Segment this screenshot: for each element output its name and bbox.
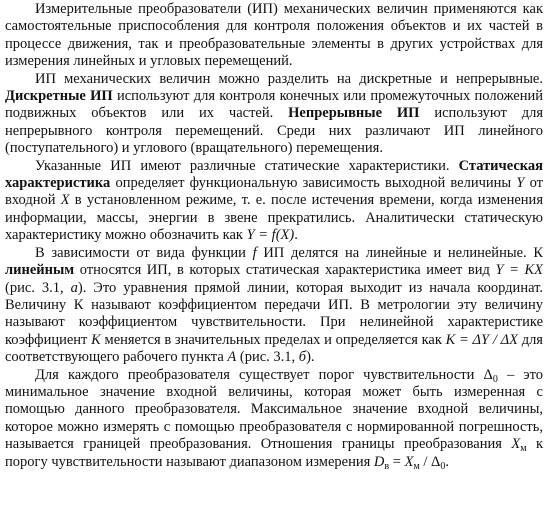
italic-symbol: X [404, 453, 414, 470]
italic-symbol: Y [516, 175, 525, 192]
italic-symbol: X [60, 192, 70, 209]
text-run: меняется в значительных пределах и определяется как [100, 331, 446, 348]
bold-term: Дискретные ИП [5, 88, 113, 105]
italic-symbol: Y = f(X) [246, 227, 295, 244]
text-run: – это минимальное значение входной величины, которая может быть измеренная с помощью данного преобразователя. Максимальное значение входной величины, которое можно измерять с помощью преобразователя с нормированной погрешность, называется границей преобразования. Отношения границы преобразования [5, 366, 543, 453]
italic-symbol: А [227, 349, 237, 366]
text-run: В зависимости от вида функции [35, 244, 253, 261]
text-run: . [445, 453, 449, 470]
subscript: 0 [492, 373, 498, 385]
italic-symbol: f [252, 244, 257, 261]
paragraph-2 [5, 71, 543, 158]
text-run: используют для непрерывного контроля перемещений. Среди них различают ИП линейного (поступательного) и углового (вращательного) перемещения. [5, 105, 544, 157]
bold-term: линейным [5, 262, 75, 279]
text-run: от входной [5, 175, 543, 209]
italic-symbol: б [298, 349, 307, 366]
text-run: (рис. 3.1, [5, 279, 71, 296]
text-run: ). [306, 349, 315, 366]
italic-symbol: X [511, 436, 521, 453]
subscript: 0 [440, 460, 446, 472]
italic-symbol: а [70, 279, 78, 296]
text-run: используют для контроля конечных или промежуточных положений подвижных объектов или их частей. [5, 88, 543, 122]
paragraph-4 [5, 245, 543, 367]
text-run: в установленном режиме, т. е. после истечения времени, когда изменения информации, массы, энергии в звене прекратились. Аналитически статическую характеристику можно обозначить как [5, 192, 543, 244]
text-run: к порогу чувствительности называют диапазоном измерения [5, 436, 544, 470]
text-run: ). Это уравнения прямой линии, которая выходит из начала координат. Величину К называют коэффициентом передачи ИП. В метрологии эту величину называют коэффициентом чувствительности. При нелинейной характеристике коэффициент [5, 279, 544, 348]
subscript: м [413, 460, 420, 472]
text-run: ИП механических величин можно разделить на дискретные и непрерывные. [35, 70, 543, 87]
italic-symbol: K [91, 331, 101, 348]
text-run: = [389, 453, 405, 470]
text-run: (рис. 3.1, [236, 349, 299, 366]
paragraph-5 [5, 367, 543, 471]
text-run: Измерительные преобразователи (ИП) механических величин применяются как самостоятельные приспособления для контроля положения объектов и их частей в процессе движения, так и преобразовательные элементы в других устройствах для измерения линейных и угловых перемещений. [5, 1, 543, 70]
bold-term: Непрерывные ИП [288, 105, 420, 122]
text-run: Указанные ИП имеют различные статические характеристики. [35, 157, 459, 174]
text-run: Для каждого преобразователя существует порог чувствительности Δ [35, 366, 493, 383]
text-run: для соответствующего рабочего пункта [5, 331, 543, 366]
subscript: в [384, 460, 390, 472]
paragraph-3 [5, 158, 543, 245]
italic-symbol: K = ΔY / ΔX [445, 331, 518, 348]
bold-term: Статическая характеристика [5, 157, 543, 192]
paragraph-1 [5, 1, 543, 71]
text-run: относятся ИП, в которых статическая характеристика имеет вид [74, 262, 496, 279]
text-run: / Δ [419, 453, 441, 470]
italic-symbol: D [373, 453, 385, 470]
text-run: . [294, 227, 298, 244]
text-run: ИП делятся на линейные и нелинейные. К [256, 244, 543, 261]
italic-symbol: Y = KX [495, 262, 543, 279]
subscript: м [520, 443, 527, 455]
text-run: определяет функциональную зависимость выходной величины [110, 175, 517, 192]
